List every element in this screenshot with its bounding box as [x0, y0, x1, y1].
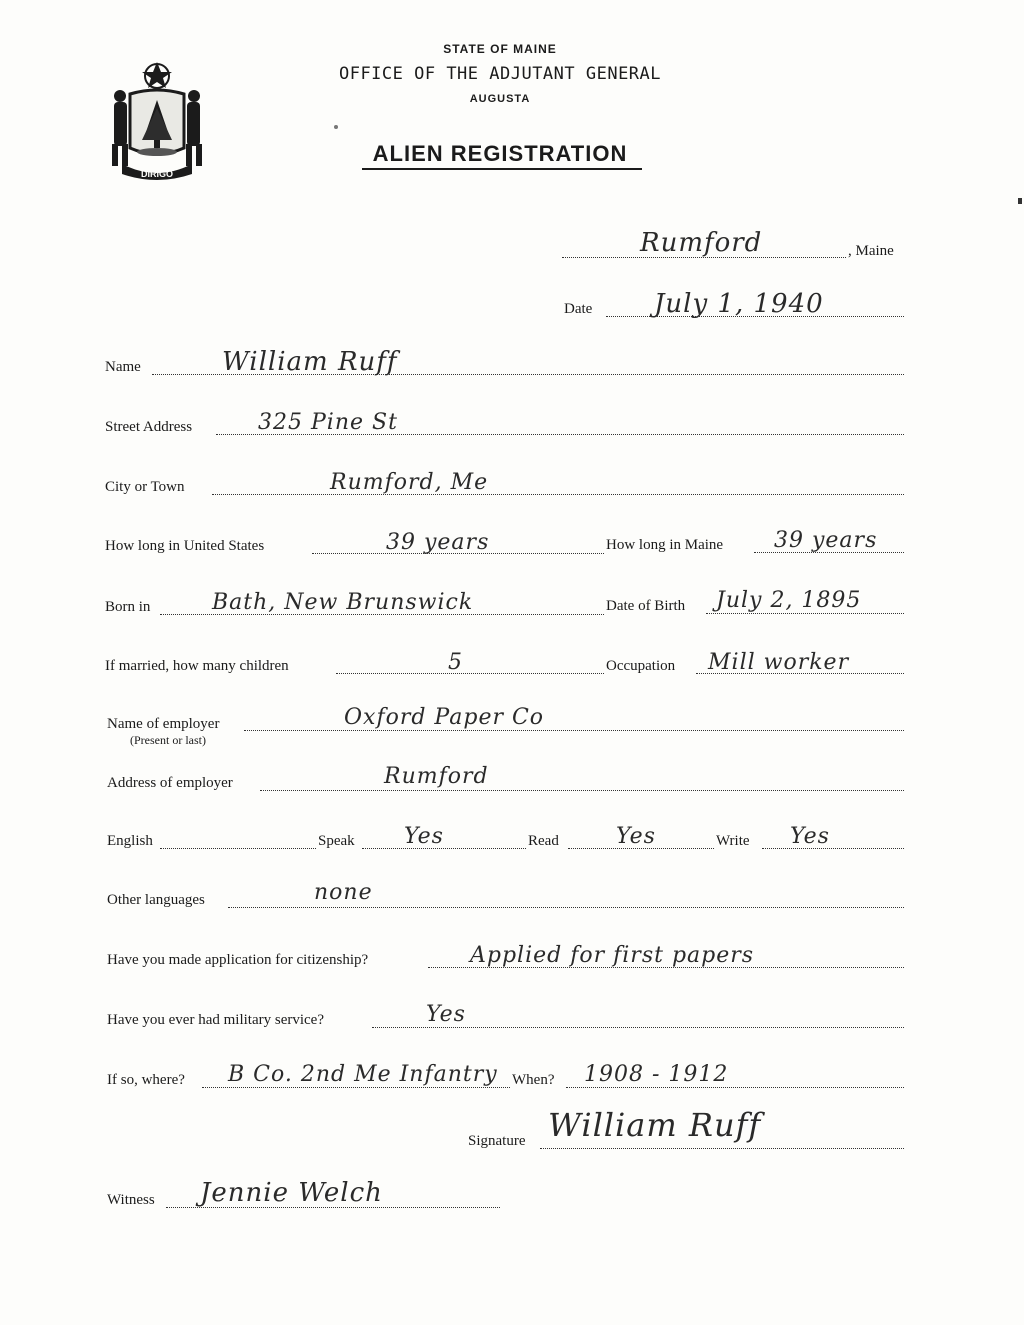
speck-mark: [334, 125, 338, 129]
employer-address-value: Rumford: [384, 764, 489, 789]
city-heading: AUGUSTA: [469, 93, 531, 105]
where-value: B Co. 2nd Me Infantry: [228, 1062, 498, 1087]
when-value: 1908 - 1912: [584, 1062, 729, 1087]
street-label: Street Address: [105, 419, 193, 435]
witness-value: Jennie Welch: [200, 1178, 383, 1208]
employer-label: Name of employer: [107, 716, 220, 732]
employer-sublabel: (Present or last): [130, 733, 206, 747]
english-label: English: [107, 833, 153, 849]
citizenship-label: Have you made application for citizenship?: [107, 952, 369, 968]
witness-label: Witness: [107, 1192, 155, 1208]
born-in-value: Bath, New Brunswick: [212, 590, 474, 615]
state-seal-icon: [104, 56, 210, 182]
date-label: Date: [564, 301, 593, 317]
title-underline: [362, 168, 642, 170]
employer-dotted-line: [244, 730, 904, 731]
when-dotted-line: [566, 1087, 904, 1088]
when-label: When?: [512, 1072, 555, 1088]
occupation-value: Mill worker: [708, 650, 850, 675]
street-value: 325 Pine St: [258, 410, 398, 435]
name-label: Name: [105, 359, 141, 375]
citizenship-value: Applied for first papers: [470, 943, 755, 968]
name-value: William Ruff: [222, 347, 398, 377]
speak-value: Yes: [404, 824, 444, 849]
signature-label: Signature: [468, 1133, 526, 1149]
how-long-maine-value: 39 years: [774, 528, 878, 553]
city-dotted-line: [212, 494, 904, 495]
maine-state-seal: [104, 56, 210, 182]
where-dotted-line: [202, 1087, 510, 1088]
employer-value: Oxford Paper Co: [344, 705, 545, 730]
military-value: Yes: [426, 1002, 466, 1027]
other-languages-label: Other languages: [107, 892, 205, 908]
place-suffix: , Maine: [848, 243, 894, 259]
children-value: 5: [448, 650, 463, 675]
where-label: If so, where?: [107, 1072, 185, 1088]
write-label: Write: [716, 833, 750, 849]
dob-label: Date of Birth: [606, 598, 686, 614]
english-dotted-line: [160, 848, 316, 849]
write-dotted-line: [762, 848, 904, 849]
how-long-maine-label: How long in Maine: [606, 537, 724, 553]
place-value: Rumford: [640, 228, 763, 258]
employer-address-dotted-line: [260, 790, 904, 791]
how-long-us-value: 39 years: [386, 530, 490, 555]
children-label: If married, how many children: [105, 658, 289, 674]
svg-text:DIRIGO: DIRIGO: [140, 169, 174, 179]
edge-mark: [1018, 198, 1022, 204]
speak-dotted-line: [362, 848, 526, 849]
other-languages-value: none: [314, 880, 373, 905]
employer-address-label: Address of employer: [107, 775, 233, 791]
children-dotted-line: [336, 673, 604, 674]
signature-value: William Ruff: [548, 1106, 762, 1144]
city-label: City or Town: [105, 479, 185, 495]
date-value: July 1, 1940: [654, 289, 824, 319]
city-value: Rumford, Me: [330, 470, 489, 495]
state-heading: STATE OF MAINE: [443, 42, 557, 56]
speak-label: Speak: [318, 833, 355, 849]
page-title: ALIEN REGISTRATION: [372, 141, 628, 166]
read-label: Read: [528, 833, 559, 849]
read-value: Yes: [616, 824, 656, 849]
dob-dotted-line: [706, 613, 904, 614]
occupation-label: Occupation: [606, 658, 676, 674]
how-long-us-label: How long in United States: [105, 538, 265, 554]
signature-dotted-line: [540, 1148, 904, 1149]
other-languages-dotted-line: [228, 907, 904, 908]
military-dotted-line: [372, 1027, 904, 1028]
write-value: Yes: [790, 824, 830, 849]
dob-value: July 2, 1895: [716, 588, 862, 613]
office-heading: OFFICE OF THE ADJUTANT GENERAL: [338, 64, 662, 84]
military-label: Have you ever had military service?: [107, 1012, 324, 1028]
born-in-label: Born in: [105, 599, 151, 615]
